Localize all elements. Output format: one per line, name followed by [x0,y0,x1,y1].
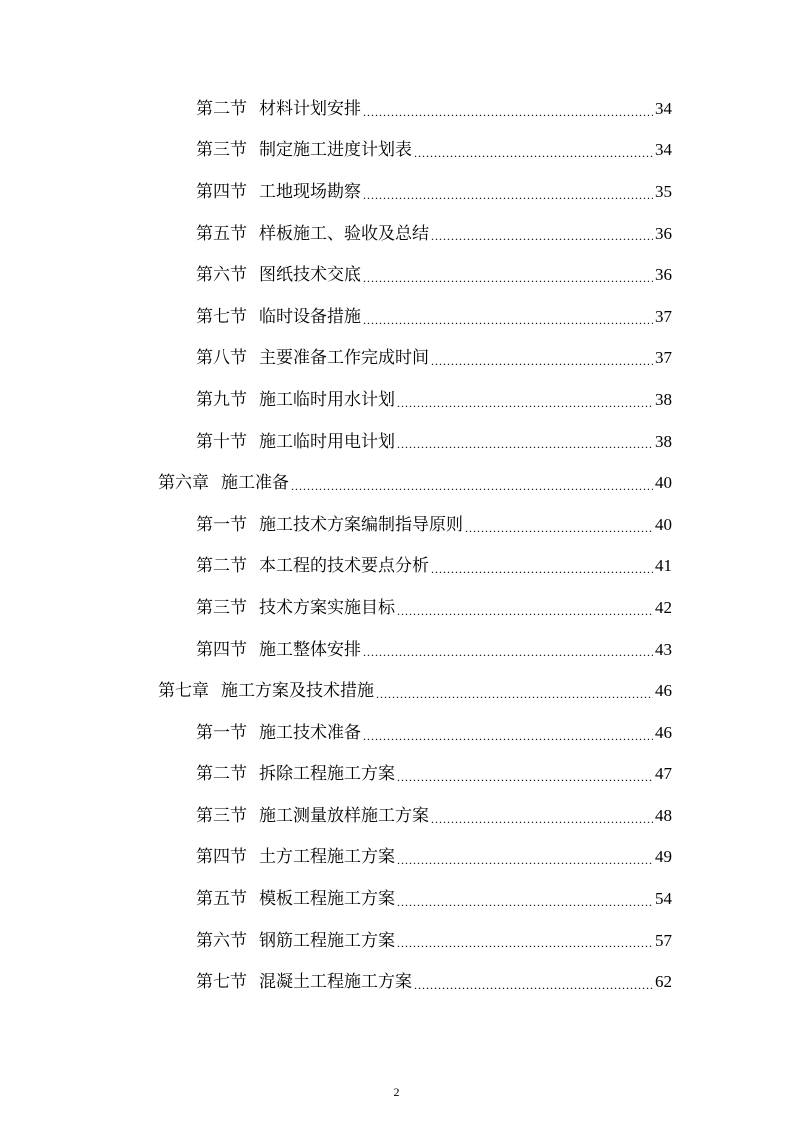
page-number-footer: 2 [393,1085,400,1099]
toc-entry-title: 样板施工、验收及总结 [259,223,429,244]
toc-entry-label: 第四节 [196,181,247,202]
toc-entry-page-number: 43 [655,639,672,659]
toc-entry-page-number: 36 [655,265,672,285]
toc-entry-label: 第二节 [196,556,247,577]
toc-section-entry[interactable] [0,296,793,338]
toc-entry-page-number: 38 [655,431,672,451]
toc-entry-label: 第三节 [196,805,247,826]
toc-entry-title: 施工方案及技术措施 [221,681,374,702]
toc-entry-page-number: 54 [655,889,672,909]
toc-section-entry[interactable] [0,961,793,1003]
toc-section-entry[interactable] [0,379,793,421]
toc-dot-leader [465,522,653,546]
toc-entry-page-number: 46 [655,722,672,742]
toc-chapter-entry[interactable] [0,670,793,712]
toc-section-entry[interactable] [0,171,793,213]
toc-entry-page-number: 38 [655,389,672,409]
toc-entry-title: 施工技术方案编制指导原则 [259,514,463,535]
toc-dot-leader [397,771,653,795]
toc-entry-title: 施工临时用电计划 [259,431,395,452]
toc-dot-leader [397,937,653,961]
toc-section-entry[interactable] [0,130,793,172]
toc-entry-label: 第九节 [196,389,247,410]
toc-section-entry[interactable] [0,504,793,546]
toc-dot-leader [414,979,653,1003]
toc-section-entry[interactable] [0,878,793,920]
toc-entry-label: 第七章 [158,681,209,702]
toc-entry-page-number: 35 [655,181,672,201]
toc-entry-label: 第六章 [158,473,209,494]
toc-section-entry[interactable] [0,587,793,629]
toc-entry-page-number: 36 [655,223,672,243]
toc-entry-label: 第五节 [196,889,247,910]
toc-section-entry[interactable] [0,629,793,671]
toc-section-entry[interactable] [0,213,793,255]
toc-entry-title: 制定施工进度计划表 [259,140,412,161]
toc-entry-title: 模板工程施工方案 [259,889,395,910]
toc-entry-page-number: 34 [655,98,672,118]
toc-section-entry[interactable] [0,920,793,962]
toc-entry-page-number: 42 [655,597,672,617]
toc-section-entry[interactable] [0,795,793,837]
toc-entry-label: 第六节 [196,265,247,286]
toc-section-entry[interactable] [0,254,793,296]
toc-entry-title: 图纸技术交底 [259,265,361,286]
toc-entry-label: 第四节 [196,847,247,868]
toc-entry-page-number: 47 [655,764,672,784]
toc-dot-leader [431,813,653,837]
toc-entry-title: 材料计划安排 [259,98,361,119]
toc-entry-page-number: 48 [655,805,672,825]
toc-entry-title: 混凝土工程施工方案 [259,972,412,993]
toc-entry-page-number: 37 [655,348,672,368]
toc-entry-page-number: 40 [655,514,672,534]
toc-dot-leader [363,314,653,338]
toc-entry-label: 第二节 [196,98,247,119]
toc-entry-title: 钢筋工程施工方案 [259,930,395,951]
toc-entry-title: 施工临时用水计划 [259,389,395,410]
toc-entry-title: 施工准备 [221,473,289,494]
toc-dot-leader [397,438,653,462]
toc-entry-title: 临时设备措施 [259,306,361,327]
toc-dot-leader [397,854,653,878]
toc-section-entry[interactable] [0,546,793,588]
toc-dot-leader [363,646,653,670]
toc-dot-leader [291,480,653,504]
toc-section-entry[interactable] [0,837,793,879]
toc-entry-title: 技术方案实施目标 [259,597,395,618]
toc-entry-title: 拆除工程施工方案 [259,764,395,785]
toc-entry-page-number: 41 [655,556,672,576]
toc-dot-leader [414,147,653,171]
toc-entry-label: 第一节 [196,514,247,535]
toc-entry-title: 本工程的技术要点分析 [259,556,429,577]
toc-entry-label: 第七节 [196,306,247,327]
toc-entry-label: 第三节 [196,140,247,161]
toc-entry-title: 主要准备工作完成时间 [259,348,429,369]
toc-dot-leader [376,688,653,712]
toc-entry-page-number: 46 [655,681,672,701]
toc-entry-title: 施工技术准备 [259,722,361,743]
toc-entry-label: 第六节 [196,930,247,951]
toc-dot-leader [363,106,653,130]
toc-entry-title: 施工整体安排 [259,639,361,660]
toc-entry-title: 工地现场勘察 [259,181,361,202]
toc-entry-page-number: 49 [655,847,672,867]
toc-section-entry[interactable] [0,421,793,463]
toc-entry-page-number: 34 [655,140,672,160]
table-of-contents [0,88,793,1003]
toc-section-entry[interactable] [0,712,793,754]
toc-dot-leader [363,189,653,213]
toc-section-entry[interactable] [0,754,793,796]
toc-entry-label: 第七节 [196,972,247,993]
toc-dot-leader [431,563,653,587]
toc-entry-title: 施工测量放样施工方案 [259,805,429,826]
toc-entry-label: 第二节 [196,764,247,785]
toc-entry-label: 第三节 [196,597,247,618]
toc-dot-leader [431,230,653,254]
toc-entry-page-number: 62 [655,972,672,992]
toc-section-entry[interactable] [0,88,793,130]
toc-entry-page-number: 40 [655,473,672,493]
toc-dot-leader [397,896,653,920]
toc-entry-label: 第四节 [196,639,247,660]
toc-entry-label: 第一节 [196,722,247,743]
toc-entry-title: 土方工程施工方案 [259,847,395,868]
toc-dot-leader [363,272,653,296]
toc-dot-leader [397,397,653,421]
toc-entry-page-number: 57 [655,930,672,950]
toc-entry-label: 第八节 [196,348,247,369]
toc-entry-label: 第五节 [196,223,247,244]
toc-section-entry[interactable] [0,338,793,380]
toc-dot-leader [397,605,653,629]
toc-entry-page-number: 37 [655,306,672,326]
toc-chapter-entry[interactable] [0,462,793,504]
toc-entry-label: 第十节 [196,431,247,452]
toc-dot-leader [363,730,653,754]
toc-dot-leader [431,355,653,379]
